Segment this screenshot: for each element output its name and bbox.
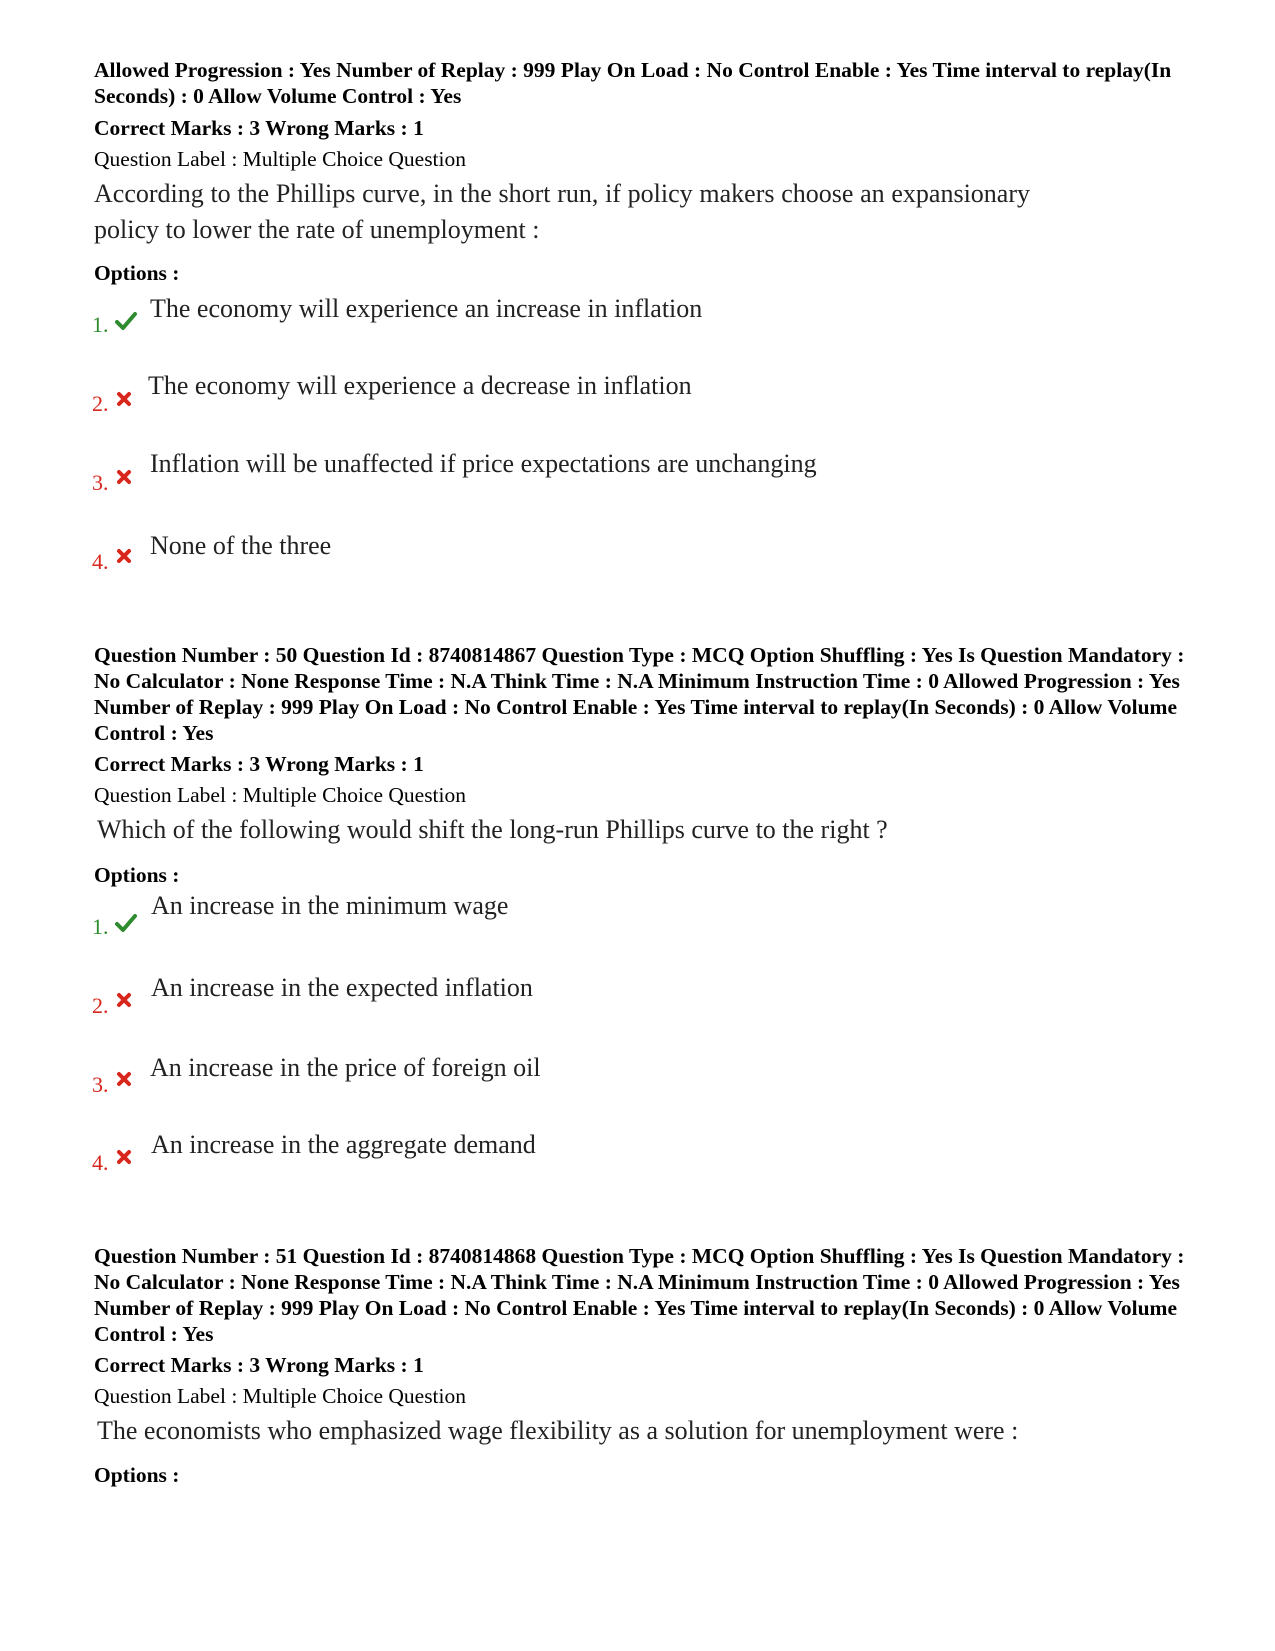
cross-icon (116, 992, 132, 1008)
option-number: 4. (92, 549, 109, 574)
cross-icon (116, 469, 132, 485)
question-marks: Correct Marks : 3 Wrong Marks : 1 (94, 752, 424, 776)
question-label: Question Label : Multiple Choice Question (94, 783, 467, 807)
question-marks: Correct Marks : 3 Wrong Marks : 1 (94, 1353, 424, 1377)
option-number: 2. (92, 993, 109, 1018)
option-number: 2. (92, 391, 109, 416)
question-meta: Question Number : 51 Question Id : 8740814868 Question Type : MCQ Option Shuffling : Yes Is Question Mandatory : No Calculator : None Response Time : N.A Think Time : N.A Minimum Instruction Time : 0 Allowed Progression : Yes Number of Replay : 999 Play On Load : No Control Enable : Yes Time interval to replay(In Seconds) : 0 Allow Volume Control : Yes (94, 1244, 1185, 1346)
check-icon (115, 310, 137, 332)
option-number: 4. (92, 1150, 109, 1175)
cross-icon (116, 391, 132, 407)
option-text: Inflation will be unaffected if price expectations are unchanging (150, 449, 817, 478)
option-text: An increase in the expected inflation (151, 973, 533, 1002)
option-number: 3. (92, 470, 109, 495)
option-text: None of the three (150, 531, 332, 560)
option-text: An increase in the price of foreign oil (150, 1053, 541, 1082)
option-number: 3. (92, 1072, 109, 1097)
check-icon (115, 912, 137, 934)
options-heading: Options : (94, 1463, 180, 1487)
option-number: 1. (92, 312, 109, 337)
options-heading: Options : (94, 261, 180, 285)
option-text: The economy will experience an increase in inflation (150, 294, 703, 323)
question-text: According to the Phillips curve, in the short run, if policy makers choose an expansionary policy to lower the rate of unemployment : (94, 179, 1030, 244)
cross-icon (116, 1071, 132, 1087)
options-heading: Options : (94, 863, 180, 887)
question-text: Which of the following would shift the long-run Phillips curve to the right ? (97, 815, 888, 844)
option-text: An increase in the minimum wage (151, 891, 509, 920)
question-label: Question Label : Multiple Choice Question (94, 1384, 467, 1408)
question-meta: Allowed Progression : Yes Number of Replay : 999 Play On Load : No Control Enable : Yes Time interval to replay(In Seconds) : 0 Allow Volume Control : Yes (94, 58, 1172, 108)
question-text: The economists who emphasized wage flexibility as a solution for unemployment were : (97, 1416, 1019, 1445)
option-text: The economy will experience a decrease in inflation (148, 371, 692, 400)
option-number: 1. (92, 914, 109, 939)
question-marks: Correct Marks : 3 Wrong Marks : 1 (94, 116, 424, 140)
cross-icon (116, 1149, 132, 1165)
cross-icon (116, 548, 132, 564)
question-meta: Question Number : 50 Question Id : 8740814867 Question Type : MCQ Option Shuffling : Yes Is Question Mandatory : No Calculator : None Response Time : N.A Think Time : N.A Minimum Instruction Time : 0 Allowed Progression : Yes Number of Replay : 999 Play On Load : No Control Enable : Yes Time interval to replay(In Seconds) : 0 Allow Volume Control : Yes (94, 643, 1185, 745)
option-text: An increase in the aggregate demand (151, 1130, 536, 1159)
question-label: Question Label : Multiple Choice Question (94, 147, 467, 171)
